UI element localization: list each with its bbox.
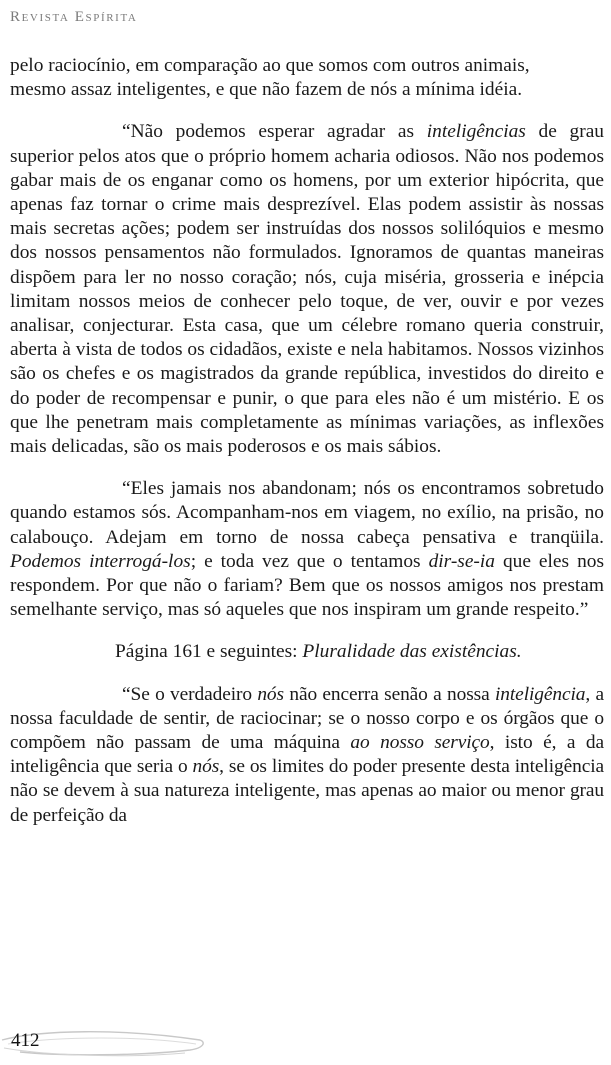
page-body (10, 54, 604, 828)
paragraph-4 (10, 683, 604, 828)
text: , a nossa faculdade de sentir, de raciocinar; se o nosso corpo e os órgãos que o compõem não passam de uma máquina (10, 683, 604, 754)
italic-text: inteligência (495, 683, 586, 705)
page-number: 412 (11, 1030, 40, 1051)
text: ; e toda vez que o tentamos (190, 550, 429, 572)
caption-text: Página 161 e seguintes: (115, 641, 303, 663)
section-caption (10, 640, 604, 664)
text: não encerra senão a nossa (283, 683, 496, 705)
running-head: Revista Espírita (10, 9, 138, 25)
text: “Eles jamais nos abandonam; nós os encontramos sobretudo quando estamos sós. Acompanham-nos em viagem, no exílio, na prisão, no calabouço. Adejam em torno de nossa cabeça pensativa e tranqüila. (10, 478, 604, 548)
italic-text: nós (192, 756, 220, 778)
paragraph-3 (10, 477, 604, 622)
italic-text: dir-se-ia (428, 550, 495, 572)
text: de grau superior pelos atos que o próprio homem acharia odiosos. Não nos podemos gabar mais de os enganar como os homens, por um exterior hipócrita, que apenas faz tornar o crime mais desprezível. Elas podem assistir às nossas mais secretas ações; podem ser instruídas dos nossos solilóquios e mesmo dos nossos pensamentos não formulados. Ignoramos de quantas maneiras dispõem para ler no nosso coração; nós, cuja miséria, grosseria e inépcia limitam nossos meios de conhecer pelo toque, de ver, ouvir e por vezes analisar, conjecturar. Esta casa, que um célebre romano queria construir, aberta à vista de todos os cidadãos, existe e nela habitamos. Nossos vizinhos são os chefes e os magistrados da grande república, investidos do direito e do poder de recompensar e punir, o que para eles não é um mistério. E os que lhe penetram mais completamente as mínimas variações, as inflexões mais delicadas, são os mais poderosos e os mais sábios. (10, 121, 605, 458)
italic-text: Podemos interrogá-los (10, 550, 191, 572)
text: , isto é, a da inteligência que seria o (10, 732, 604, 778)
paragraph-1 (10, 54, 604, 102)
italic-text: nós (257, 683, 284, 705)
text: , se os limites do poder presente desta inteligência não se devem à sua natureza inteligente, mas apenas ao maior ou menor grau de perfeição da (10, 756, 604, 826)
caption-italic: Pluralidade das existências. (302, 641, 522, 663)
italic-text: ao nosso serviço (350, 732, 490, 754)
paragraph-1-line-2: mesmo assaz inteligentes, e que não fazem de nós a mínima idéia. (10, 79, 523, 101)
paragraph-2 (10, 120, 604, 459)
text: “Não podemos esperar agradar as (122, 121, 427, 143)
italic-text: inteligências (426, 121, 526, 143)
text: “Se o verdadeiro (122, 683, 258, 705)
paragraph-1-line-1: pelo raciocínio, em comparação ao que somos com outros animais, (10, 55, 530, 76)
text: que eles nos respondem. Por que não o fariam? Bem que os nossos amigos nos prestam semelhante serviço, mas só aqueles que nos inspiram um grande respeito.” (10, 550, 605, 621)
